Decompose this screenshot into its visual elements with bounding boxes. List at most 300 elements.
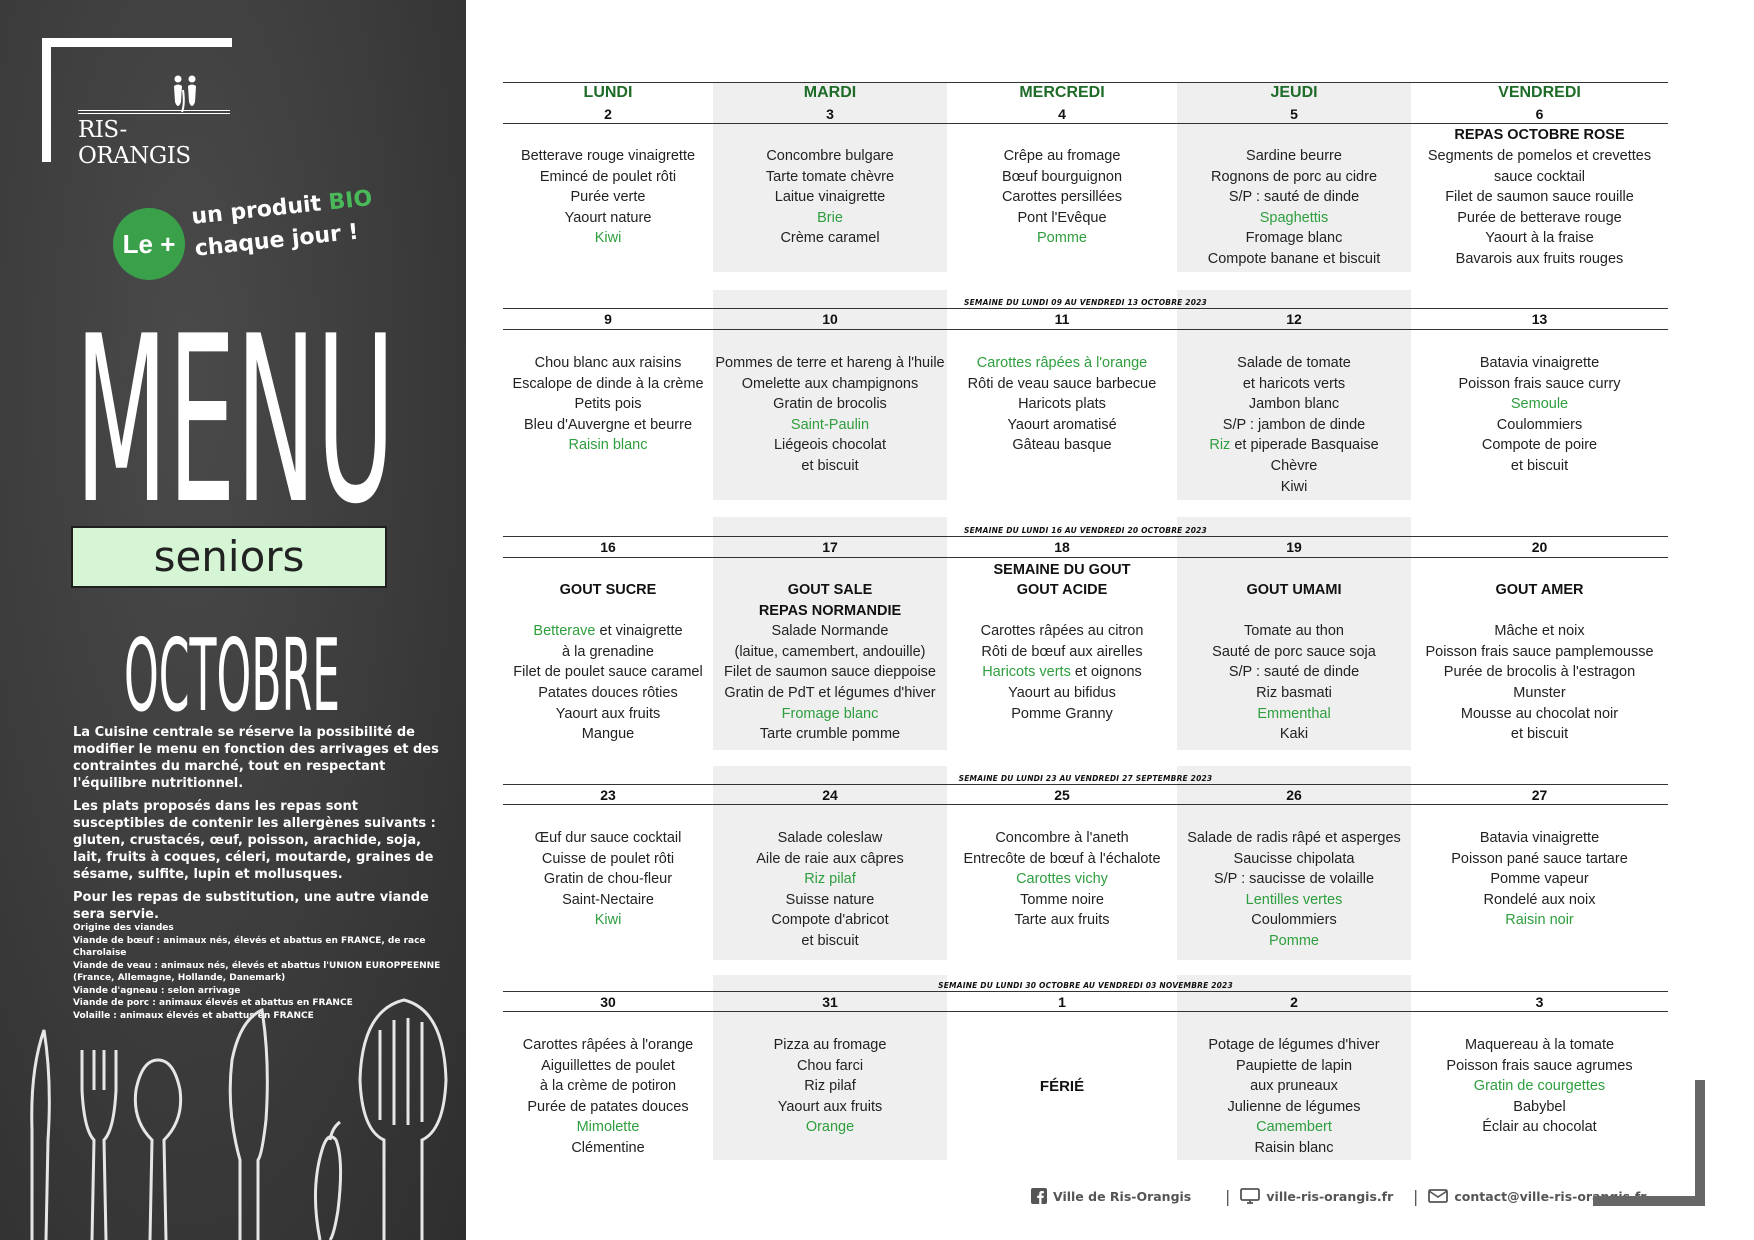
dish-text: Carottes persillées (1001, 189, 1123, 206)
day-header-lundi: LUNDI (583, 84, 633, 101)
dish-text: Salade Normande (771, 623, 889, 640)
dish (1411, 601, 1668, 622)
dish (503, 1035, 713, 1056)
day-number: 13 (1531, 311, 1548, 327)
dish (1411, 1056, 1668, 1077)
dish-text: Patates douces rôties (538, 684, 678, 701)
meal-heading (713, 601, 947, 622)
dish (947, 167, 1177, 188)
note-modification: La Cuisine centrale se réserve la possibilité de modifier le menu en fonction des arrivages et des contraintes du marché, tout en respectant l'équilibre nutritionnel. (73, 725, 439, 791)
day-number: 12 (1286, 311, 1302, 327)
dish (1177, 477, 1411, 498)
note-substitution: Pour les repas de substitution, une autre viande sera servie. (73, 890, 429, 922)
dish-text: Éclair au chocolat (1482, 1119, 1597, 1136)
dish-text: GOUT AMER (1495, 582, 1584, 598)
dish (1411, 456, 1668, 477)
dish-text: GOUT SALE (787, 582, 873, 598)
dish (947, 146, 1177, 167)
footer-facebook[interactable] (1031, 1186, 1191, 1206)
dish-text: et biscuit (1510, 726, 1569, 743)
dish (1411, 621, 1668, 642)
dish (1177, 724, 1411, 745)
bio-dish: Haricots verts (982, 664, 1071, 681)
bio-badge: Le + (113, 208, 185, 280)
dish-text: Mâche et noix (1494, 623, 1585, 640)
dish (503, 890, 713, 911)
dish-text: Bœuf bourguignon (1001, 168, 1123, 185)
dish-text: Tarte crumble pomme (759, 726, 901, 743)
dish-text: S/P : saucisse de volaille (1213, 871, 1375, 888)
logo-text: RIS-ORANGIS (78, 117, 191, 169)
menu-cell (503, 828, 713, 931)
dish (713, 1035, 947, 1056)
bio-dish: Riz pilaf (804, 871, 856, 888)
dish-text: Coulommiers (1496, 416, 1583, 433)
bio-dish: Kiwi (594, 230, 622, 247)
dish-text: Maquereau à la tomate (1464, 1037, 1615, 1053)
menu-cell (947, 146, 1177, 249)
dish (947, 228, 1177, 249)
bio-dish: Spaghettis (1259, 209, 1329, 226)
dish (713, 869, 947, 890)
menu-cell (1177, 146, 1411, 270)
dish-text: Bleu d'Auvergne et beurre (523, 416, 693, 433)
month-title (122, 630, 342, 716)
menu-title-text: MENU (75, 310, 395, 520)
day-number: 16 (600, 539, 616, 555)
dish (713, 1117, 947, 1138)
left-panel (0, 0, 466, 1240)
table-rule (503, 123, 1668, 124)
menu-title (70, 310, 400, 520)
dish-text: Munster (1513, 684, 1566, 701)
dish-text: Batavia vinaigrette (1479, 355, 1600, 371)
dish (713, 146, 947, 167)
dish (503, 394, 713, 415)
bio-dish: Fromage blanc (781, 705, 879, 722)
dish-text: Compote de poire (1481, 437, 1598, 454)
dish-text: Paupiette de lapin (1235, 1057, 1353, 1074)
month-title-text: OCTOBRE (124, 630, 340, 716)
dish (503, 435, 713, 456)
table-rule (503, 557, 1668, 558)
bio-dish: Lentilles vertes (1245, 891, 1343, 908)
day-header-vendredi: VENDREDI (1498, 84, 1581, 101)
logo-rule (78, 110, 230, 114)
dish (1411, 146, 1668, 167)
dish (1177, 662, 1411, 683)
bio-word: BIO (327, 186, 374, 216)
dish (1411, 374, 1668, 395)
day-number: 19 (1286, 539, 1302, 555)
dish (503, 724, 713, 745)
dish-text: Saint-Nectaire (562, 891, 654, 908)
menu-cell (713, 146, 947, 249)
dish-text: Yaourt aux fruits (777, 1098, 883, 1115)
dish (713, 931, 947, 952)
footer-separator: | (1413, 1186, 1419, 1206)
dish (503, 869, 713, 890)
dish (1411, 435, 1668, 456)
dish (503, 353, 713, 374)
meal-heading (947, 580, 1177, 601)
dish (503, 683, 713, 704)
meal-heading (1411, 580, 1668, 601)
week-label: SEMAINE DU LUNDI 23 AU VENDREDI 27 SEPTEMBRE 2023 (958, 774, 1213, 783)
dish-text: Gâteau basque (1012, 437, 1112, 454)
dish (1177, 1035, 1411, 1056)
dish (1411, 704, 1668, 725)
bio-dish: Brie (817, 209, 843, 226)
dish-text: Pommes de terre et hareng à l'huile (715, 355, 945, 371)
dish-text: Compote banane et biscuit (1207, 250, 1381, 267)
dish-text: Filet de saumon sauce rouille (1445, 189, 1634, 206)
dish-text: Potage de légumes d'hiver (1208, 1037, 1380, 1053)
menu-cell (947, 580, 1177, 724)
day-number: 5 (1290, 106, 1298, 122)
day-number: 9 (604, 311, 612, 327)
dish-text: et vinaigrette (595, 623, 683, 640)
dish-text: REPAS NORMANDIE (758, 602, 902, 619)
dish (713, 394, 947, 415)
dish (713, 1076, 947, 1097)
dish (947, 435, 1177, 456)
dish-text: Bavarois aux fruits rouges (1455, 250, 1624, 267)
meat-origin-line: Volaille : animaux élevés et abattus en FRANCE (73, 1010, 314, 1021)
day-header-mardi: MARDI (803, 84, 857, 101)
dish (503, 1097, 713, 1118)
table-rule (503, 1011, 1668, 1012)
menu-cell (713, 580, 947, 745)
dish (713, 621, 947, 642)
dish-text: Sauté de porc sauce soja (1212, 643, 1376, 660)
dish (503, 1138, 713, 1159)
menu-cell (503, 580, 713, 745)
dish-text: Pomme Granny (1011, 705, 1113, 722)
dish-text: Rôti de veau sauce barbecue (967, 375, 1157, 392)
dish (503, 1056, 713, 1077)
day-header-jeudi: JEUDI (1270, 84, 1318, 101)
dish (1177, 1076, 1411, 1097)
meat-origin-line: Viande de porc : animaux élevés et abattus en FRANCE (73, 998, 353, 1008)
bio-dish: Mimolette (576, 1119, 640, 1136)
bio-tagline (190, 183, 377, 266)
dish (1177, 683, 1411, 704)
utensils-illustration (0, 990, 466, 1240)
dish (713, 662, 947, 683)
dish-text: Cuisse de poulet rôti (541, 850, 675, 867)
dish (713, 890, 947, 911)
dish (947, 374, 1177, 395)
dish-text: Crème caramel (780, 230, 880, 247)
dish-text: Aile de raie aux câpres (756, 850, 904, 867)
bio-dish: Emmenthal (1257, 705, 1331, 722)
dish-text: Aiguillettes de poulet (541, 1057, 675, 1074)
dish (1177, 1056, 1411, 1077)
meat-origin-title: Origine des viandes (73, 923, 174, 933)
dish (1177, 890, 1411, 911)
dish (947, 869, 1177, 890)
dish (1177, 228, 1411, 249)
dish (947, 849, 1177, 870)
dish (1411, 249, 1668, 270)
dish (947, 828, 1177, 849)
day-number: 4 (1058, 106, 1066, 122)
bio-dish: Carottes vichy (1016, 871, 1108, 888)
dish (1411, 415, 1668, 436)
day-number: 17 (822, 539, 838, 555)
dish-text: et piperade Basquaise (1230, 437, 1379, 454)
dish (1411, 187, 1668, 208)
bio-dish: Semoule (1510, 396, 1569, 413)
dish-text: Purée de betterave rouge (1457, 209, 1622, 226)
dish (1177, 1117, 1411, 1138)
table-rule (503, 991, 1668, 992)
day-header-mercredi: MERCREDI (1019, 84, 1105, 101)
dish-text: à la crème de potiron (539, 1078, 677, 1095)
dish-text: Gratin de chou-fleur (543, 871, 673, 888)
menu-cell (503, 146, 713, 249)
dish-text: Betterave rouge vinaigrette (520, 148, 696, 164)
dish (1411, 208, 1668, 229)
bio-dish: Camembert (1256, 1119, 1332, 1136)
dish (947, 662, 1177, 683)
dish (1411, 353, 1668, 374)
dish (1411, 228, 1668, 249)
meal-heading (1177, 580, 1411, 601)
meat-origin-line: Viande d'agneau : selon arrivage (73, 985, 241, 996)
dish-text: Emincé de poulet rôti (539, 168, 677, 185)
dish-text: Laitue vinaigrette (774, 189, 886, 206)
dish (713, 828, 947, 849)
footer-separator: | (1225, 1186, 1231, 1206)
dish-text: Kaki (1279, 726, 1309, 743)
dish (1177, 931, 1411, 952)
dish (713, 374, 947, 395)
dish (503, 1076, 713, 1097)
dish-text: Raisin blanc (1254, 1139, 1334, 1156)
dish-text: Gratin de PdT et légumes d'hiver (724, 684, 936, 701)
facebook-label: Ville de Ris-Orangis (1053, 1188, 1192, 1204)
dish (1177, 642, 1411, 663)
dish-text: Filet de saumon sauce dieppoise (724, 664, 936, 681)
bio-dish: Gratin de courgettes (1473, 1078, 1606, 1095)
dish-text: S/P : sauté de dinde (1228, 189, 1360, 206)
dish (503, 621, 713, 642)
dish-text: Petits pois (574, 396, 642, 413)
dish-text: Segments de pomelos et crevettes (1427, 147, 1652, 164)
dish-text: Tarte tomate chèvre (765, 168, 895, 185)
dish-text: Salade coleslaw (777, 830, 883, 846)
menu-cell (713, 828, 947, 952)
facebook-icon (1031, 1188, 1047, 1204)
dish (1411, 849, 1668, 870)
dish (1411, 642, 1668, 663)
day-number: 26 (1286, 787, 1302, 803)
dish-text: Chou blanc aux raisins (534, 355, 682, 371)
day-number: 20 (1531, 539, 1548, 555)
dish-text: Clémentine (571, 1139, 645, 1156)
dish (1411, 724, 1668, 745)
dish (713, 167, 947, 188)
dish (503, 910, 713, 931)
dish (1177, 1138, 1411, 1159)
footer-website[interactable] (1215, 1186, 1393, 1206)
dish (947, 704, 1177, 725)
dish-text: aux pruneaux (1250, 1078, 1338, 1095)
menu-cell (713, 1035, 947, 1138)
dish (947, 910, 1177, 931)
dish-text: (laitue, camembert, andouille) (734, 643, 926, 660)
holiday-label: FÉRIÉ (1039, 1078, 1085, 1095)
dish (1411, 662, 1668, 683)
dish (503, 167, 713, 188)
dish (503, 662, 713, 683)
meat-origin-line: Viande de bœuf : animaux nés, élevés et abattus en FRANCE, de race Charolaise (73, 935, 426, 958)
menu-cell (1177, 353, 1411, 497)
dish-text: Coulommiers (1251, 912, 1337, 929)
dish (713, 456, 947, 477)
bio-dish: Orange (805, 1119, 855, 1136)
bio-dish: Raisin noir (1505, 912, 1574, 929)
dish (1177, 1097, 1411, 1118)
dish-text: Jambon blanc (1248, 396, 1340, 413)
dish-text: Filet de poulet sauce caramel (513, 664, 703, 681)
meal-heading (503, 580, 713, 601)
dish (947, 187, 1177, 208)
dish (1177, 187, 1411, 208)
dish (947, 683, 1177, 704)
day-number: 11 (1054, 311, 1070, 327)
dish (713, 415, 947, 436)
dish-text: Yaourt nature (564, 209, 652, 226)
day-number: 23 (600, 787, 616, 803)
dish (503, 849, 713, 870)
dish (503, 228, 713, 249)
dish (713, 187, 947, 208)
dish-text: Riz basmati (1256, 684, 1332, 701)
bio-dish: Raisin blanc (568, 437, 648, 454)
dish (947, 394, 1177, 415)
day-number: 3 (1535, 994, 1544, 1010)
dish-text: Rôti de bœuf aux airelles (981, 643, 1143, 660)
dish (1411, 1035, 1668, 1056)
dish (1177, 621, 1411, 642)
dish-text: Haricots plats (1018, 396, 1106, 413)
dish (713, 849, 947, 870)
dish-text: GOUT UMAMI (1246, 582, 1342, 598)
dish-text: Saucisse chipolata (1233, 850, 1355, 867)
bio-line1: un produit (190, 190, 330, 230)
corner-decoration (1593, 1080, 1705, 1206)
bio-line2: chaque jour ! (193, 219, 360, 262)
dish-text: Purée verte (570, 189, 646, 206)
bio-dish: Pomme (1269, 932, 1319, 949)
dish (503, 828, 713, 849)
dish-text: Salade de radis râpé et asperges (1187, 830, 1401, 846)
logo-icon (168, 74, 204, 114)
day-number: 2 (604, 106, 612, 122)
dish (503, 704, 713, 725)
dish-text: Yaourt au bifidus (1008, 684, 1116, 701)
dish (1411, 910, 1668, 931)
dish-text: Pizza au fromage (773, 1037, 887, 1053)
bio-dish: Carottes râpées à l'orange (976, 355, 1148, 371)
day-number: 24 (822, 787, 838, 803)
dish-text: Sardine beurre (1246, 148, 1342, 164)
dish (1177, 353, 1411, 374)
menu-cell (1177, 1035, 1411, 1159)
dish (713, 1097, 947, 1118)
dish (503, 415, 713, 436)
week-theme: SEMAINE DU GOUT (993, 562, 1131, 578)
dish (1411, 394, 1668, 415)
dish-text: Fromage blanc (1245, 230, 1343, 247)
dish (1177, 910, 1411, 931)
dish-text: Yaourt à la fraise (1485, 230, 1594, 247)
day-number: 25 (1054, 787, 1070, 803)
dish-text: Pomme vapeur (1490, 871, 1589, 888)
meal-heading (713, 580, 947, 601)
dish-text: REPAS OCTOBRE ROSE (1454, 127, 1625, 144)
day-number: 30 (600, 994, 616, 1010)
dish-text: Purée de brocolis à l'estragon (1443, 664, 1636, 681)
dish (1411, 869, 1668, 890)
dish-text: Escalope de dinde à la crème (512, 375, 704, 392)
email-link: contact@ville-ris-orangis.fr (1454, 1188, 1647, 1204)
menu-cell (713, 353, 947, 477)
dish (713, 353, 947, 374)
seniors-label: seniors (71, 526, 387, 588)
bio-dish: Riz (1209, 437, 1231, 454)
week-label: SEMAINE DU LUNDI 16 AU VENDREDI 20 OCTOBRE 2023 (964, 526, 1207, 535)
day-number: 6 (1535, 106, 1544, 122)
dish-text: Rognons de porc au cidre (1210, 168, 1378, 185)
dish-text: Poisson frais sauce pamplemousse (1425, 643, 1654, 660)
dish (713, 228, 947, 249)
dish (1177, 849, 1411, 870)
dish (1411, 828, 1668, 849)
table-rule (503, 308, 1668, 309)
dish (713, 435, 947, 456)
dish (503, 642, 713, 663)
day-number: 10 (822, 311, 838, 327)
dish (1177, 167, 1411, 188)
dish-text: GOUT SUCRE (559, 582, 657, 598)
dish (947, 208, 1177, 229)
dish-text: Poisson frais sauce agrumes (1446, 1057, 1633, 1074)
dish-text: Tarte aux fruits (1014, 912, 1110, 929)
menu-cell (1411, 353, 1668, 477)
dish-text: Babybel (1513, 1098, 1566, 1115)
dish-text: Rondelé aux noix (1483, 891, 1596, 908)
dish (713, 208, 947, 229)
dish-text: Salade de tomate (1237, 355, 1351, 371)
dish-text: sauce cocktail (1493, 168, 1586, 185)
dish-text: Mousse au chocolat noir (1460, 705, 1619, 722)
dish (1177, 601, 1411, 622)
table-rule (503, 82, 1668, 83)
dish (947, 642, 1177, 663)
dish-text: Poisson pané sauce tartare (1451, 850, 1628, 867)
dish-text: S/P : jambon de dinde (1222, 416, 1366, 433)
dish (1177, 869, 1411, 890)
dish (713, 1056, 947, 1077)
menu-cell (1177, 580, 1411, 745)
mail-icon (1428, 1189, 1448, 1203)
dish-text: Tomate au thon (1244, 623, 1344, 640)
dish-text: et haricots verts (1242, 375, 1346, 392)
